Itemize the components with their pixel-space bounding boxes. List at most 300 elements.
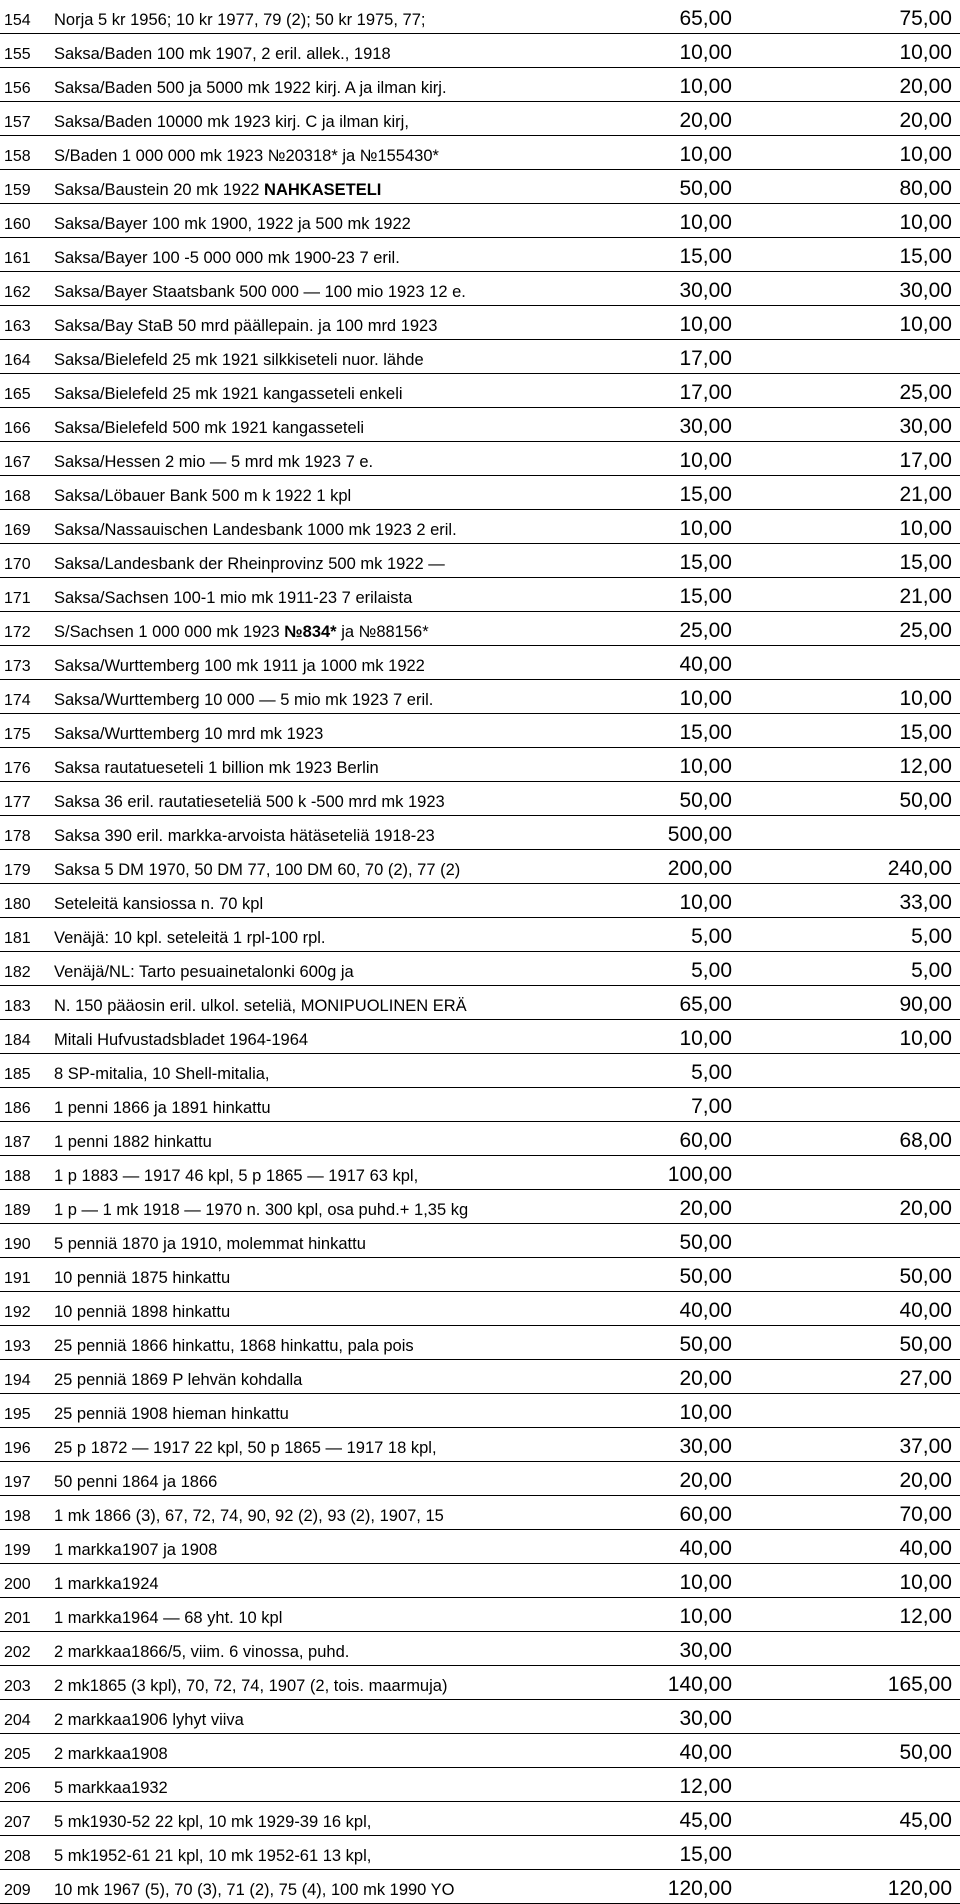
estimate-price: 50,00 xyxy=(679,1231,732,1254)
list-item xyxy=(0,1054,960,1088)
sold-price: 21,00 xyxy=(899,585,952,608)
item-number: 196 xyxy=(4,1440,31,1457)
estimate-price: 30,00 xyxy=(679,1435,732,1458)
item-number: 169 xyxy=(4,522,31,539)
item-number: 155 xyxy=(4,46,31,63)
item-description xyxy=(54,793,445,812)
list-item xyxy=(0,102,960,136)
list-item xyxy=(0,1122,960,1156)
estimate-price: 10,00 xyxy=(679,1605,732,1628)
item-description xyxy=(54,283,466,302)
estimate-price: 500,00 xyxy=(667,823,732,846)
estimate-price: 15,00 xyxy=(679,721,732,744)
item-number: 185 xyxy=(4,1066,31,1083)
list-item xyxy=(0,1394,960,1428)
description-text: Norja 5 kr 1956; 10 kr 1977, 79 (2); 50 kr 1975, 77; xyxy=(54,11,426,29)
item-description xyxy=(54,1711,244,1730)
list-item xyxy=(0,1326,960,1360)
sold-price: 50,00 xyxy=(899,1333,952,1356)
item-number: 162 xyxy=(4,284,31,301)
item-description xyxy=(54,861,460,880)
item-description xyxy=(54,555,445,574)
description-text: Saksa/Baden 10000 mk 1923 kirj. C ja ilman kirj, xyxy=(54,113,409,131)
description-text: Saksa/Nassauischen Landesbank 1000 mk 1923 2 eril. xyxy=(54,521,457,539)
estimate-price: 20,00 xyxy=(679,1197,732,1220)
description-text: N. 150 pääosin eril. ulkol. seteliä, MONIPUOLINEN ERÄ xyxy=(54,997,467,1015)
sold-price: 25,00 xyxy=(899,619,952,642)
item-number: 209 xyxy=(4,1882,31,1899)
description-text: Mitali Hufvustadsbladet 1964-1964 xyxy=(54,1031,309,1049)
item-number: 191 xyxy=(4,1270,31,1287)
list-item xyxy=(0,1700,960,1734)
sold-price: 45,00 xyxy=(899,1809,952,1832)
item-description xyxy=(54,1881,454,1900)
estimate-price: 65,00 xyxy=(679,7,732,30)
list-item xyxy=(0,884,960,918)
item-description xyxy=(54,963,354,982)
list-item xyxy=(0,1870,960,1904)
item-number: 183 xyxy=(4,998,31,1015)
description-text: Venäjä/NL: Tarto pesuainetalonki 600g ja xyxy=(54,963,354,981)
description-text: 1 markka1924 xyxy=(54,1575,159,1593)
list-item xyxy=(0,1462,960,1496)
item-description xyxy=(54,419,364,438)
description-text: Saksa/Bayer Staatsbank 500 000 — 100 mio 1923 12 e. xyxy=(54,283,466,301)
sold-price: 240,00 xyxy=(887,857,952,880)
item-number: 204 xyxy=(4,1712,31,1729)
estimate-price: 30,00 xyxy=(679,415,732,438)
item-description xyxy=(54,1779,168,1798)
item-description xyxy=(54,181,381,200)
description-text: 2 mk1865 (3 kpl), 70, 72, 74, 1907 (2, tois. maarmuja) xyxy=(54,1677,448,1695)
list-item xyxy=(0,952,960,986)
sold-price: 50,00 xyxy=(899,1265,952,1288)
item-number: 180 xyxy=(4,896,31,913)
estimate-price: 10,00 xyxy=(679,1571,732,1594)
item-description xyxy=(54,1405,289,1424)
item-description xyxy=(54,1133,212,1152)
list-item xyxy=(0,748,960,782)
description-text: 10 mk 1967 (5), 70 (3), 71 (2), 75 (4), 100 mk 1990 YO xyxy=(54,1881,455,1899)
item-description xyxy=(54,11,425,30)
sold-price: 10,00 xyxy=(899,1571,952,1594)
item-number: 189 xyxy=(4,1202,31,1219)
sold-price: 68,00 xyxy=(899,1129,952,1152)
estimate-price: 25,00 xyxy=(679,619,732,642)
description-text: Saksa 390 eril. markka-arvoista hätäseteliä 1918-23 xyxy=(54,827,435,845)
description-text: 5 markkaa1932 xyxy=(54,1779,168,1797)
item-description xyxy=(54,317,437,336)
item-description xyxy=(54,1065,270,1084)
item-number: 163 xyxy=(4,318,31,335)
estimate-price: 40,00 xyxy=(679,1537,732,1560)
estimate-price: 20,00 xyxy=(679,1469,732,1492)
item-number: 167 xyxy=(4,454,31,471)
description-text: 50 penni 1864 ja 1866 xyxy=(54,1473,218,1491)
item-number: 194 xyxy=(4,1372,31,1389)
list-item xyxy=(0,986,960,1020)
item-number: 178 xyxy=(4,828,31,845)
item-description xyxy=(54,1337,414,1356)
list-item xyxy=(0,850,960,884)
item-number: 166 xyxy=(4,420,31,437)
estimate-price: 15,00 xyxy=(679,551,732,574)
item-description xyxy=(54,1371,302,1390)
estimate-price: 5,00 xyxy=(691,1061,732,1084)
list-item xyxy=(0,374,960,408)
item-description xyxy=(54,249,400,268)
description-text: Saksa/Wurttemberg 10 000 — 5 mio mk 1923 7 eril. xyxy=(54,691,434,709)
item-number: 164 xyxy=(4,352,31,369)
list-item xyxy=(0,544,960,578)
list-item xyxy=(0,306,960,340)
item-number: 159 xyxy=(4,182,31,199)
item-number: 165 xyxy=(4,386,31,403)
estimate-price: 15,00 xyxy=(679,1843,732,1866)
list-item xyxy=(0,408,960,442)
estimate-price: 30,00 xyxy=(679,279,732,302)
list-item xyxy=(0,442,960,476)
item-number: 157 xyxy=(4,114,31,131)
list-item xyxy=(0,1020,960,1054)
sold-price: 75,00 xyxy=(899,7,952,30)
description-text: Saksa/Baustein 20 mk 1922 xyxy=(54,181,265,199)
list-item xyxy=(0,646,960,680)
sold-price: 10,00 xyxy=(899,1027,952,1050)
description-bold-text: №834* xyxy=(284,623,337,641)
sold-price: 40,00 xyxy=(899,1299,952,1322)
item-number: 174 xyxy=(4,692,31,709)
sold-price: 17,00 xyxy=(899,449,952,472)
sold-price: 90,00 xyxy=(899,993,952,1016)
item-description xyxy=(54,1167,418,1186)
item-description xyxy=(54,1609,282,1628)
description-text: 1 penni 1882 hinkattu xyxy=(54,1133,212,1151)
item-number: 179 xyxy=(4,862,31,879)
sold-price: 20,00 xyxy=(899,75,952,98)
description-text: Saksa/Landesbank der Rheinprovinz 500 mk 1922 — xyxy=(54,555,445,573)
list-item xyxy=(0,340,960,374)
description-text: 5 penniä 1870 ja 1910, molemmat hinkattu xyxy=(54,1235,366,1253)
estimate-price: 10,00 xyxy=(679,1027,732,1050)
list-item xyxy=(0,816,960,850)
item-number: 200 xyxy=(4,1576,31,1593)
list-item xyxy=(0,34,960,68)
list-item xyxy=(0,238,960,272)
item-description xyxy=(54,1677,447,1696)
estimate-price: 140,00 xyxy=(667,1673,732,1696)
description-text: Saksa/Sachsen 100-1 mio mk 1911-23 7 erilaista xyxy=(54,589,413,607)
item-number: 203 xyxy=(4,1678,31,1695)
item-number: 206 xyxy=(4,1780,31,1797)
estimate-price: 10,00 xyxy=(679,517,732,540)
item-description xyxy=(54,1099,271,1118)
item-description xyxy=(54,623,429,642)
sold-price: 165,00 xyxy=(887,1673,952,1696)
estimate-price: 10,00 xyxy=(679,891,732,914)
description-text: 25 penniä 1869 P lehvän kohdalla xyxy=(54,1371,303,1389)
estimate-price: 40,00 xyxy=(679,1299,732,1322)
estimate-price: 50,00 xyxy=(679,789,732,812)
description-text: Saksa/Löbauer Bank 500 m k 1922 1 kpl xyxy=(54,487,352,505)
item-number: 172 xyxy=(4,624,31,641)
description-text: 1 markka1907 ja 1908 xyxy=(54,1541,218,1559)
item-number: 190 xyxy=(4,1236,31,1253)
description-text: Saksa/Bay StaB 50 mrd päällepain. ja 100 mrd 1923 xyxy=(54,317,438,335)
item-description xyxy=(54,487,351,506)
item-description xyxy=(54,725,323,744)
estimate-price: 10,00 xyxy=(679,1401,732,1424)
item-description xyxy=(54,215,411,234)
item-number: 195 xyxy=(4,1406,31,1423)
estimate-price: 10,00 xyxy=(679,143,732,166)
estimate-price: 15,00 xyxy=(679,245,732,268)
item-number: 184 xyxy=(4,1032,31,1049)
description-text: Saksa rautatueseteli 1 billion mk 1923 Berlin xyxy=(54,759,379,777)
list-item xyxy=(0,510,960,544)
sold-price: 15,00 xyxy=(899,551,952,574)
list-item xyxy=(0,1360,960,1394)
description-text: S/Sachsen 1 000 000 mk 1923 xyxy=(54,623,285,641)
item-description xyxy=(54,1643,349,1662)
list-item xyxy=(0,1190,960,1224)
item-number: 208 xyxy=(4,1848,31,1865)
list-item xyxy=(0,782,960,816)
item-number: 168 xyxy=(4,488,31,505)
item-number: 201 xyxy=(4,1610,31,1627)
description-text: Saksa/Bayer 100 -5 000 000 mk 1900-23 7 eril. xyxy=(54,249,400,267)
item-description xyxy=(54,1847,371,1866)
estimate-price: 10,00 xyxy=(679,313,732,336)
description-text: 1 mk 1866 (3), 67, 72, 74, 90, 92 (2), 93 (2), 1907, 15 xyxy=(54,1507,444,1525)
description-text: Saksa/Baden 100 mk 1907, 2 eril. allek., 1918 xyxy=(54,45,391,63)
list-item xyxy=(0,1292,960,1326)
list-item xyxy=(0,1734,960,1768)
list-item xyxy=(0,0,960,34)
description-text: 1 penni 1866 ja 1891 hinkattu xyxy=(54,1099,271,1117)
list-item xyxy=(0,612,960,646)
sold-price: 25,00 xyxy=(899,381,952,404)
list-item xyxy=(0,68,960,102)
sold-price: 10,00 xyxy=(899,687,952,710)
estimate-price: 60,00 xyxy=(679,1129,732,1152)
list-item xyxy=(0,476,960,510)
description-text: Venäjä: 10 kpl. seteleitä 1 rpl-100 rpl. xyxy=(54,929,326,947)
item-description xyxy=(54,691,433,710)
item-number: 207 xyxy=(4,1814,31,1831)
sold-price: 12,00 xyxy=(899,755,952,778)
sold-price: 20,00 xyxy=(899,109,952,132)
list-item xyxy=(0,1224,960,1258)
description-text: 10 penniä 1898 hinkattu xyxy=(54,1303,231,1321)
sold-price: 15,00 xyxy=(899,721,952,744)
estimate-price: 17,00 xyxy=(679,381,732,404)
description-tail-text: ja №88156* xyxy=(336,623,429,641)
estimate-price: 5,00 xyxy=(691,925,732,948)
description-bold-text: NAHKASETELI xyxy=(264,181,382,199)
sold-price: 12,00 xyxy=(899,1605,952,1628)
description-text: Saksa/Bielefeld 500 mk 1921 kangasseteli xyxy=(54,419,365,437)
item-number: 188 xyxy=(4,1168,31,1185)
description-text: Seteleitä kansiossa n. 70 kpl xyxy=(54,895,264,913)
item-description xyxy=(54,895,263,914)
sold-price: 20,00 xyxy=(899,1469,952,1492)
item-description xyxy=(54,1303,230,1322)
item-number: 199 xyxy=(4,1542,31,1559)
item-number: 161 xyxy=(4,250,31,267)
item-number: 182 xyxy=(4,964,31,981)
item-description xyxy=(54,1269,230,1288)
list-item xyxy=(0,170,960,204)
description-text: Saksa/Bielefeld 25 mk 1921 kangasseteli enkeli xyxy=(54,385,403,403)
item-description xyxy=(54,1031,308,1050)
item-number: 158 xyxy=(4,148,31,165)
item-number: 156 xyxy=(4,80,31,97)
sold-price: 80,00 xyxy=(899,177,952,200)
sold-price: 70,00 xyxy=(899,1503,952,1526)
sold-price: 50,00 xyxy=(899,789,952,812)
list-item xyxy=(0,1156,960,1190)
sold-price: 37,00 xyxy=(899,1435,952,1458)
description-text: 5 mk1952-61 21 kpl, 10 mk 1952-61 13 kpl, xyxy=(54,1847,372,1865)
estimate-price: 12,00 xyxy=(679,1775,732,1798)
list-item xyxy=(0,680,960,714)
item-number: 154 xyxy=(4,12,31,29)
description-text: Saksa 36 eril. rautatieseteliä 500 k -500 mrd mk 1923 xyxy=(54,793,445,811)
item-description xyxy=(54,1745,168,1764)
item-number: 192 xyxy=(4,1304,31,1321)
description-text: 25 penniä 1908 hieman hinkattu xyxy=(54,1405,289,1423)
sold-price: 5,00 xyxy=(911,925,952,948)
item-description xyxy=(54,1201,468,1220)
estimate-price: 50,00 xyxy=(679,177,732,200)
estimate-price: 15,00 xyxy=(679,585,732,608)
estimate-price: 40,00 xyxy=(679,1741,732,1764)
estimate-price: 120,00 xyxy=(667,1877,732,1900)
item-number: 171 xyxy=(4,590,31,607)
description-text: Saksa/Wurttemberg 10 mrd mk 1923 xyxy=(54,725,324,743)
item-description xyxy=(54,657,425,676)
sold-price: 21,00 xyxy=(899,483,952,506)
item-number: 186 xyxy=(4,1100,31,1117)
description-text: Saksa/Bayer 100 mk 1900, 1922 ja 500 mk 1922 xyxy=(54,215,411,233)
description-text: Saksa/Hessen 2 mio — 5 mrd mk 1923 7 e. xyxy=(54,453,374,471)
item-number: 197 xyxy=(4,1474,31,1491)
description-text: 25 p 1872 — 1917 22 kpl, 50 p 1865 — 1917 18 kpl, xyxy=(54,1439,437,1457)
description-text: 2 markkaa1908 xyxy=(54,1745,168,1763)
list-item xyxy=(0,204,960,238)
sold-price: 5,00 xyxy=(911,959,952,982)
estimate-price: 10,00 xyxy=(679,41,732,64)
description-text: 1 markka1964 — 68 yht. 10 kpl xyxy=(54,1609,283,1627)
description-text: Saksa/Baden 500 ja 5000 mk 1922 kirj. A ja ilman kirj. xyxy=(54,79,447,97)
item-description xyxy=(54,45,391,64)
item-description xyxy=(54,79,447,98)
description-text: Saksa/Wurttemberg 100 mk 1911 ja 1000 mk 1922 xyxy=(54,657,425,675)
description-text: Saksa/Bielefeld 25 mk 1921 silkkiseteli nuor. lähde xyxy=(54,351,424,369)
item-number: 187 xyxy=(4,1134,31,1151)
item-description xyxy=(54,385,403,404)
estimate-price: 10,00 xyxy=(679,449,732,472)
item-number: 202 xyxy=(4,1644,31,1661)
sold-price: 15,00 xyxy=(899,245,952,268)
estimate-price: 15,00 xyxy=(679,483,732,506)
item-description xyxy=(54,1439,437,1458)
list-item xyxy=(0,1666,960,1700)
list-item xyxy=(0,1802,960,1836)
list-item xyxy=(0,1836,960,1870)
item-description xyxy=(54,113,409,132)
list-item xyxy=(0,714,960,748)
description-text: Saksa 5 DM 1970, 50 DM 77, 100 DM 60, 70 (2), 77 (2) xyxy=(54,861,461,879)
item-number: 175 xyxy=(4,726,31,743)
item-description xyxy=(54,1473,217,1492)
estimate-price: 65,00 xyxy=(679,993,732,1016)
item-description xyxy=(54,997,467,1016)
list-item xyxy=(0,272,960,306)
item-number: 198 xyxy=(4,1508,31,1525)
item-number: 205 xyxy=(4,1746,31,1763)
sold-price: 20,00 xyxy=(899,1197,952,1220)
description-text: 8 SP-mitalia, 10 Shell-mitalia, xyxy=(54,1065,270,1083)
estimate-price: 7,00 xyxy=(691,1095,732,1118)
sold-price: 30,00 xyxy=(899,279,952,302)
item-description xyxy=(54,1507,444,1526)
item-number: 173 xyxy=(4,658,31,675)
item-number: 181 xyxy=(4,930,31,947)
sold-price: 120,00 xyxy=(887,1877,952,1900)
item-description xyxy=(54,1235,366,1254)
list-item xyxy=(0,1428,960,1462)
item-description xyxy=(54,521,457,540)
sold-price: 40,00 xyxy=(899,1537,952,1560)
estimate-price: 30,00 xyxy=(679,1707,732,1730)
sold-price: 10,00 xyxy=(899,41,952,64)
item-description xyxy=(54,759,379,778)
item-description xyxy=(54,147,439,166)
list-item xyxy=(0,1564,960,1598)
estimate-price: 20,00 xyxy=(679,1367,732,1390)
description-text: 25 penniä 1866 hinkattu, 1868 hinkattu, pala pois xyxy=(54,1337,414,1355)
item-number: 160 xyxy=(4,216,31,233)
list-item xyxy=(0,918,960,952)
estimate-price: 200,00 xyxy=(667,857,732,880)
sold-price: 50,00 xyxy=(899,1741,952,1764)
sold-price: 10,00 xyxy=(899,211,952,234)
estimate-price: 17,00 xyxy=(679,347,732,370)
estimate-price: 10,00 xyxy=(679,211,732,234)
list-item xyxy=(0,136,960,170)
estimate-price: 60,00 xyxy=(679,1503,732,1526)
sold-price: 33,00 xyxy=(899,891,952,914)
estimate-price: 100,00 xyxy=(667,1163,732,1186)
description-text: S/Baden 1 000 000 mk 1923 №20318* ja №155430* xyxy=(54,147,439,165)
item-description xyxy=(54,589,412,608)
description-text: 2 markkaa1906 lyhyt viiva xyxy=(54,1711,244,1729)
estimate-price: 45,00 xyxy=(679,1809,732,1832)
description-text: 1 p 1883 — 1917 46 kpl, 5 p 1865 — 1917 63 kpl, xyxy=(54,1167,419,1185)
sold-price: 10,00 xyxy=(899,143,952,166)
estimate-price: 10,00 xyxy=(679,687,732,710)
item-description xyxy=(54,1813,371,1832)
description-text: 10 penniä 1875 hinkattu xyxy=(54,1269,231,1287)
estimate-price: 10,00 xyxy=(679,75,732,98)
estimate-price: 40,00 xyxy=(679,653,732,676)
description-text: 5 mk1930-52 22 kpl, 10 mk 1929-39 16 kpl, xyxy=(54,1813,372,1831)
item-number: 193 xyxy=(4,1338,31,1355)
item-description xyxy=(54,827,435,846)
sold-price: 27,00 xyxy=(899,1367,952,1390)
